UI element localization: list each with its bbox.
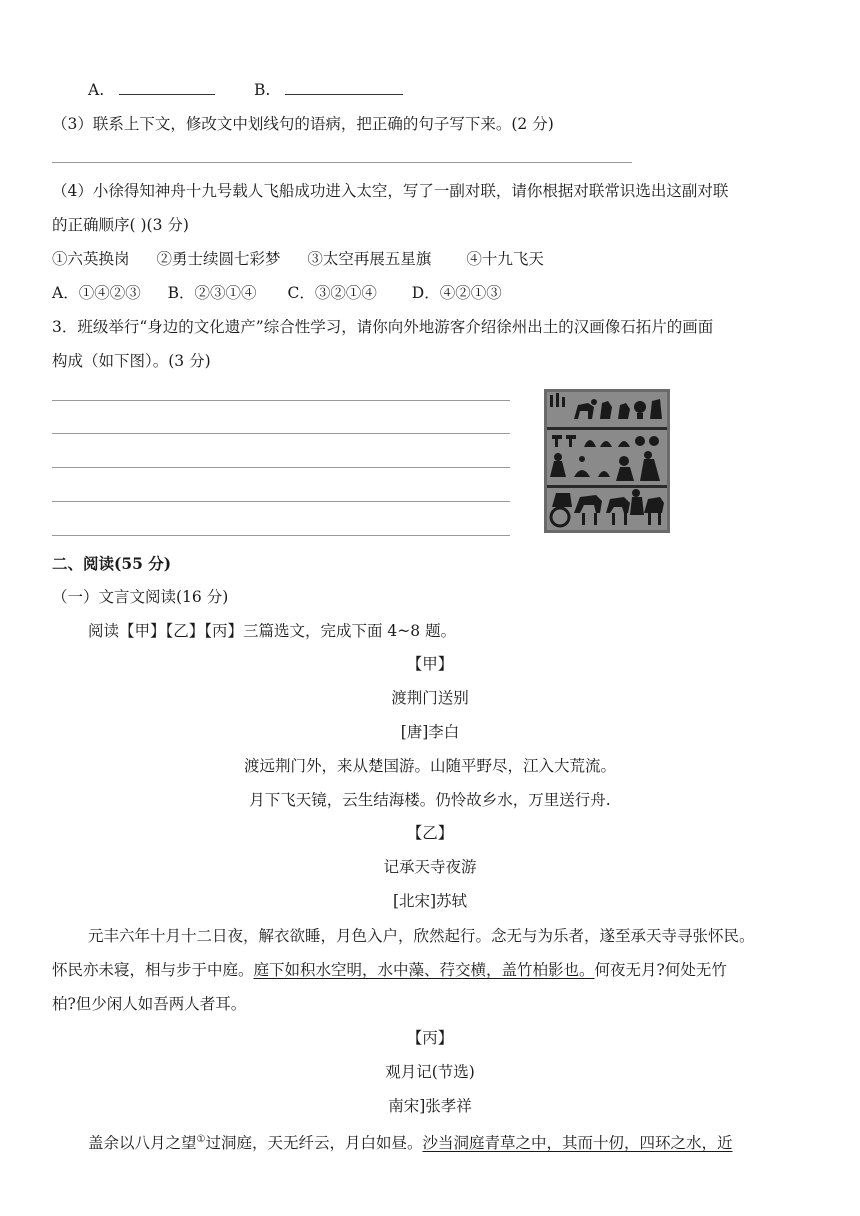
passage-jia-mark: 【甲】: [406, 655, 454, 673]
question-2-4-line1: （4）小徐得知神舟十九号载人飞船成功进入太空，写了一副对联，请你根据对联常识选出这副对联: [52, 182, 729, 200]
underlined-sentence: 沙当洞庭青草之中，其而十仞，四环之水，近: [422, 1134, 733, 1153]
couplet-item: ①六英换岗: [52, 250, 130, 268]
couplet-item: ③太空再展五星旗: [307, 250, 432, 268]
answer-line[interactable]: [52, 467, 510, 468]
q2-blank-row: [88, 80, 403, 100]
passage-bing-author: 南宋]张孝祥: [388, 1097, 472, 1115]
couplet-items: [52, 249, 544, 269]
answer-line[interactable]: [52, 162, 632, 163]
passage-bing-mark: 【丙】: [406, 1029, 454, 1047]
footnote-marker[interactable]: ①: [196, 1134, 206, 1145]
han-stone-rubbing-image: [544, 389, 670, 533]
answer-blank-b[interactable]: [285, 80, 403, 95]
question-3-line2: 构成（如下图）。(3 分): [52, 352, 211, 370]
underlined-sentence: 庭下如积水空明，水中藻、荇交横，盖竹柏影也。: [253, 961, 595, 979]
couplet-item: ④十九飞天: [466, 250, 544, 268]
passage-yi-para3: 柏?但少闲人如吾两人者耳。: [52, 995, 247, 1013]
passage-yi-para2: [52, 960, 727, 980]
passage-bing-para1: [88, 1130, 733, 1153]
answer-line[interactable]: [52, 433, 510, 434]
rubbing-figures: [544, 389, 670, 533]
option-b-label: B.: [254, 81, 271, 99]
option-b[interactable]: B．②③①④: [167, 284, 257, 302]
answer-line[interactable]: [52, 501, 510, 502]
passage-yi-mark: 【乙】: [406, 824, 454, 842]
section-2-subtitle: （一）文言文阅读(16 分): [52, 588, 229, 606]
section-2-title: 二、阅读(55 分): [52, 554, 172, 573]
passage-text: 盖余以八月之望: [88, 1134, 197, 1153]
answer-line[interactable]: [52, 400, 510, 401]
passage-jia-title: 渡荆门送别: [391, 689, 469, 707]
passage-jia-author: [唐]李白: [400, 723, 460, 741]
passage-yi-author: [北宋]苏轼: [392, 892, 468, 910]
passage-text: 怀民亦未寝，相与步于中庭。: [52, 961, 254, 979]
passage-jia-line1: 渡远荆门外，来从楚国游。山随平野尽，江入大荒流。: [243, 757, 616, 775]
option-a[interactable]: A．①④②③: [52, 284, 141, 302]
passage-jia-line2: 月下飞天镜，云生结海楼。仍怜故乡水，万里送行舟.: [249, 791, 611, 809]
passage-bing-title: 观月记(节选): [385, 1063, 475, 1081]
couplet-item: ②勇士续圆七彩梦: [156, 250, 281, 268]
answer-line[interactable]: [52, 535, 510, 536]
passage-yi-para1: 元丰六年十月十二日夜，解衣欲睡，月色入户，欣然起行。念无与为乐者，遂至承天寺寻张怀民。: [88, 927, 755, 945]
passage-yi-title: 记承天寺夜游: [383, 858, 477, 876]
passage-text: 何夜无月?何处无竹: [594, 961, 727, 979]
passage-text: 过洞庭，天无纤云，月白如昼。: [205, 1134, 423, 1153]
question-2-3: （3）联系上下文，修改文中划线句的语病，把正确的句子写下来。(2 分): [52, 115, 554, 133]
question-3-line1: 3．班级举行“身边的文化遗产”综合性学习，请你向外地游客介绍徐州出土的汉画像石拓片的画面: [52, 318, 714, 336]
question-2-4-line2: 的正确顺序( )(3 分): [52, 216, 189, 234]
option-a-label: A.: [88, 81, 105, 99]
reading-intro: 阅读【甲】【乙】【丙】三篇选文，完成下面 4~8 题。: [88, 622, 457, 640]
option-d[interactable]: D．④②①③: [411, 284, 502, 302]
answer-blank-a[interactable]: [119, 80, 215, 95]
option-c[interactable]: C．③②①④: [287, 284, 377, 302]
answer-options: [52, 283, 502, 303]
